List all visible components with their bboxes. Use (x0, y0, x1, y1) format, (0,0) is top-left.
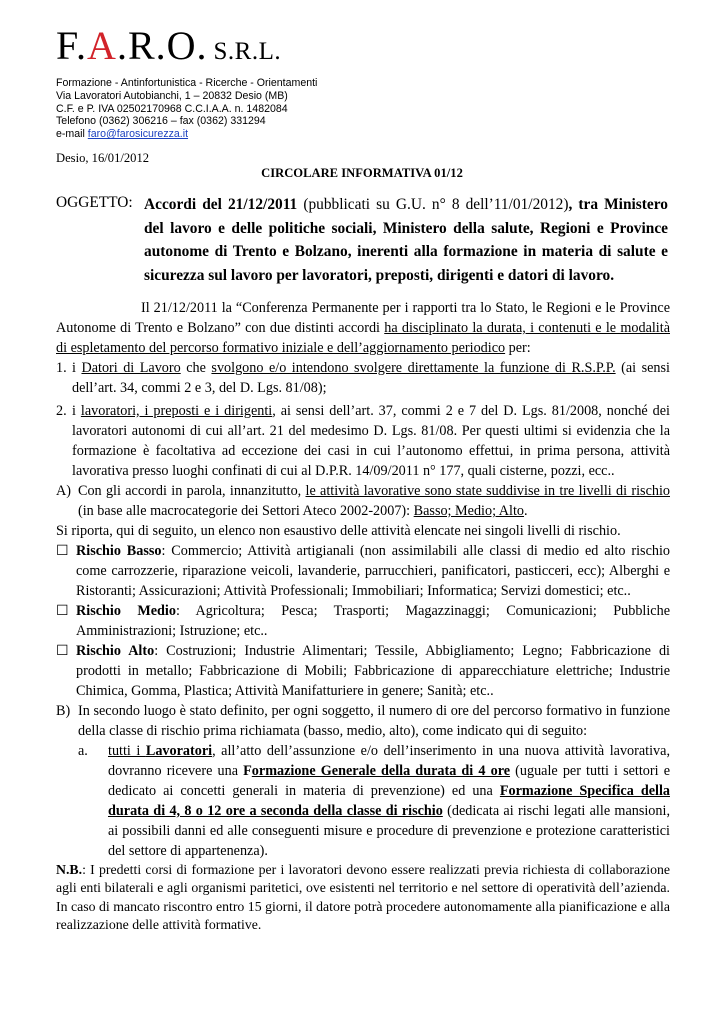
recipient-list (56, 358, 670, 481)
text-run: . (524, 503, 528, 519)
text-run: Il 21/12/2011 la “Conferenza Permanente per i rapporti tra lo Stato, le Regioni e le Province Autonome di Trento e Bolzano” con due distinti accordi (56, 300, 670, 336)
text-run: , all’atto dell’assunzione e/o dell’inserimento in una nuova attività lavorativa, dovranno ricevere una (108, 743, 670, 779)
subject-text (144, 193, 668, 287)
risk-list-intro: Si riporta, qui di seguito, un elenco non esaustivo delle attività elencate nei singoli livelli di rischio. (56, 523, 621, 539)
risk-text: : Agricoltura; Pesca; Trasporti; Magazzinaggi; Comunicazioni; Pubbliche Amministrazioni; Istruzione; etc.. (76, 603, 670, 639)
text-run: , ai sensi dell’art. 37, commi 2 e 7 del D. Lgs. 81/2008, nonché dei lavoratori autonomi di cui all’art. 21 del medesimo D. Lgs. 81/08. Per questi ultimi si evidenzia che la formazione è facoltativa ad eccezione dei casi in cui l’autonomo effettui, in prima persona, attività lavorativa presso luoghi confinati di cui al D.P.R. 14/09/2011 n° 177, quali cisterne, pozzi, ecc.. (72, 403, 670, 479)
risk-text: : Commercio; Attività artigianali (non assimilabili alle classi di medio ed alto rischio come carrozzerie, riparazione veicoli, lavanderie, parrucchieri, panificatori, pasticceri, ecc); Alberghi e Ristoranti; Assicurazioni; Attività Professionali; Immobiliari; Informatica; Servizi domestici; etc.. (76, 543, 671, 599)
section-marker: A) (56, 483, 71, 499)
subject-part: , tra Ministero del lavoro e delle politiche sociali, Ministero della salute, Regioni e Province autonome di Trento e Bolzano, inerenti alla formazione in materia di salute e sicurezza sul lavoro per lavoratori, preposti, dirigenti e datori di lavoro. (144, 196, 668, 284)
text-run: svolgono e/o intendono svolgere direttamente la funzione di R.S.P.P. (211, 360, 616, 376)
subject-label: OGGETTO: (56, 194, 133, 211)
list-number: 2. (56, 403, 67, 419)
risk-item-low (56, 541, 670, 601)
risk-text: : Costruzioni; Industrie Alimentari; Tessile, Abbigliamento; Legno; Fabbricazione di prodotti in metallo; Fabbricazione di Mobili; Fabbricazione di apparecchiature elettriche; Industrie Chimica, Gomma, Plastica; Attività Manifatturiere in genere; Sanità; etc.. (76, 643, 670, 699)
company-logo (56, 22, 281, 76)
text-run: (ai sensi dell’art. 34, commi 2 e 3, del D. Lgs. 81/08); (72, 360, 670, 396)
intro-paragraph (56, 298, 670, 358)
text-run: (uguale per tutti i settori e dedicato ai concetti generali in materia di prevenzione) ed una (108, 763, 670, 799)
checkbox-icon: ☐ (56, 643, 69, 659)
text-run: Con gli accordi in parola, innanzitutto, (78, 483, 306, 499)
email-label: e-mail (56, 128, 88, 141)
risk-label: Rischio Basso (76, 543, 162, 559)
text-run: (dedicata ai rischi legati alle mansioni, ai possibili danni ed alle conseguenti misure e procedure di prevenzione e protezione caratteristici del settore di appartenenza). (108, 803, 670, 859)
text-run: In secondo luogo è stato definito, per ogni soggetto, il numero di ore del percorso formativo in funzione della classe di rischio prima richiamata (basso, medio, alto), come indicato qui di seguito: (78, 703, 670, 739)
text-run: per: (505, 340, 531, 356)
address-line: Formazione - Antinfortunistica - Ricerche - Orientamenti (56, 77, 318, 89)
section-marker: B) (56, 703, 71, 719)
text-run: F (243, 763, 252, 779)
list-item (56, 401, 670, 481)
text-run: Formazione Specifica della durata di 4, 8 o 12 ore a seconda della classe di rischio (108, 783, 670, 819)
document-date: Desio, 16/01/2012 (56, 151, 150, 165)
section-b (56, 701, 670, 741)
text-run: Lavoratori (145, 743, 213, 759)
circular-title: CIRCOLARE INFORMATIVA 01/12 (261, 166, 463, 180)
list-letter: a. (78, 743, 88, 759)
logo-a: A (87, 23, 117, 68)
checkbox-icon: ☐ (56, 603, 69, 619)
text-run: lavoratori, i preposti e i dirigenti (80, 403, 273, 419)
text-run: i (72, 403, 81, 419)
list-number: 1. (56, 360, 67, 376)
address-line: Telefono (0362) 306216 – fax (0362) 331294 (56, 115, 266, 128)
document-body (56, 298, 670, 935)
subject-part: (pubblicati su G.U. n° 8 dell’11/01/2012) (297, 196, 569, 213)
text-run: che (180, 360, 212, 376)
email-line (56, 128, 317, 141)
logo-srl: S.R.L. (213, 38, 282, 65)
text-run: tutti i (108, 743, 146, 759)
text-run: le attività lavorative sono state suddivise in tre livelli di rischio (305, 483, 670, 499)
list-item (56, 358, 670, 398)
nb-text: : I predetti corsi di formazione per i lavoratori devono essere realizzati previa richiesta di collaborazione agli enti bilaterali e agli organismi paritetici, ove esistenti nel territorio e nel settore di operatività dell’azienda. In caso di mancato riscontro entro 15 giorni, il datore potrà procedere autonomamente alla pianificazione e alla realizzazione delle attività formative. (56, 862, 670, 933)
risk-item-high (56, 641, 670, 701)
text-run: Basso; Medio; Alto (413, 503, 525, 519)
company-address-block (56, 77, 317, 141)
section-b-item-a (56, 741, 670, 861)
logo-f: F. (56, 23, 88, 68)
address-line: Via Lavoratori Autobianchi, 1 – 20832 Desio (MB) (56, 89, 288, 102)
section-a (56, 481, 670, 521)
text-run: ormazione Generale della durata di 4 ore (251, 763, 511, 779)
subject-part: Accordi del 21/12/2011 (144, 196, 298, 213)
address-line: C.F. e P. IVA 02502170968 C.C.I.A.A. n. 1482084 (56, 102, 288, 115)
risk-item-medium (56, 601, 670, 641)
text-run: i (72, 360, 82, 376)
email-link[interactable]: faro@farosicurezza.it (87, 128, 189, 141)
risk-label: Rischio Medio (76, 603, 176, 619)
logo-rest: .R.O. (116, 23, 208, 68)
text-run: (in base alle macrocategorie dei Settori Ateco 2002-2007): (78, 503, 414, 519)
text-run: ha disciplinato la durata, i contenuti e le modalità di espletamento del percorso formativo iniziale e dell’aggiornamento periodico (56, 320, 670, 356)
risk-label: Rischio Alto (76, 643, 155, 659)
nb-label: N.B. (56, 862, 83, 877)
text-run: Datori di Lavoro (81, 360, 181, 376)
checkbox-icon: ☐ (56, 543, 69, 559)
nota-bene (56, 861, 670, 935)
